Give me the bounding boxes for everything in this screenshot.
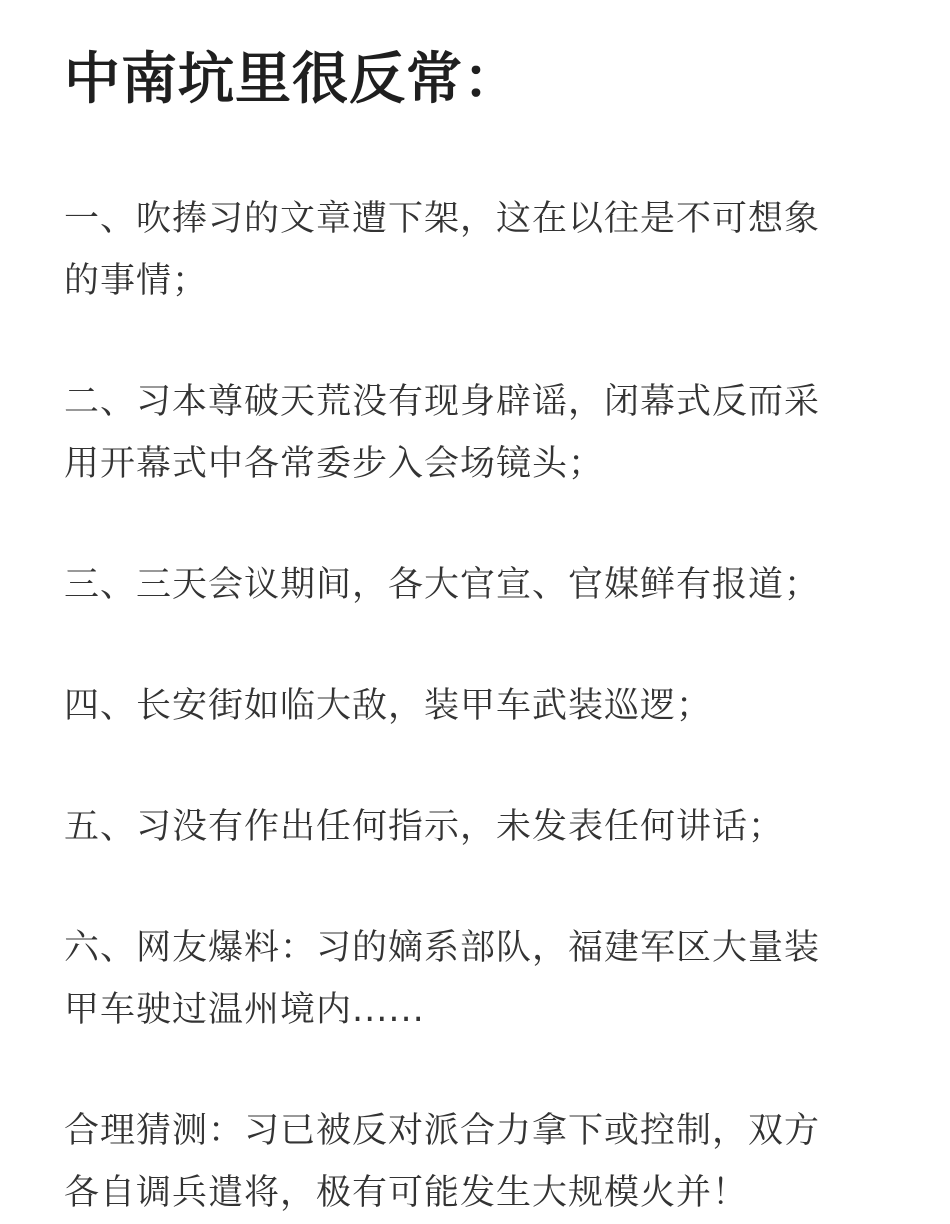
paragraph-conclusion	[64, 1100, 890, 1224]
paragraph-line: 用开幕式中各常委步入会场镜头；	[64, 444, 605, 484]
paragraph-6	[64, 917, 890, 1041]
paragraph-line: 合理猜测：习已被反对派合力拿下或控制，双方	[64, 1111, 821, 1151]
paragraph-line: 二、习本尊破天荒没有现身辟谣，闭幕式反而采	[64, 382, 821, 422]
paragraph-line: 的事情；	[64, 261, 209, 301]
paragraph-2	[64, 371, 890, 495]
paragraph-4	[64, 675, 890, 737]
paragraph-line: 三、三天会议期间，各大官宣、官媒鲜有报道；	[64, 565, 821, 605]
paragraph-1	[64, 188, 890, 312]
paragraph-line: 六、网友爆料：习的嫡系部队，福建军区大量装	[64, 928, 821, 968]
paragraph-line: 甲车驶过温州境内......	[64, 990, 425, 1030]
page-title: 中南坑里很反常：	[64, 47, 520, 112]
paragraph-line: 各自调兵遣将，极有可能发生大规模火并！	[64, 1173, 749, 1213]
paragraph-line: 一、吹捧习的文章遭下架，这在以往是不可想象	[64, 199, 821, 239]
paragraph-5	[64, 796, 890, 858]
paragraph-line: 五、习没有作出任何指示，未发表任何讲话；	[64, 807, 785, 847]
paragraph-3	[64, 554, 890, 616]
paragraph-line: 四、长安街如临大敌，装甲车武装巡逻；	[64, 686, 713, 726]
